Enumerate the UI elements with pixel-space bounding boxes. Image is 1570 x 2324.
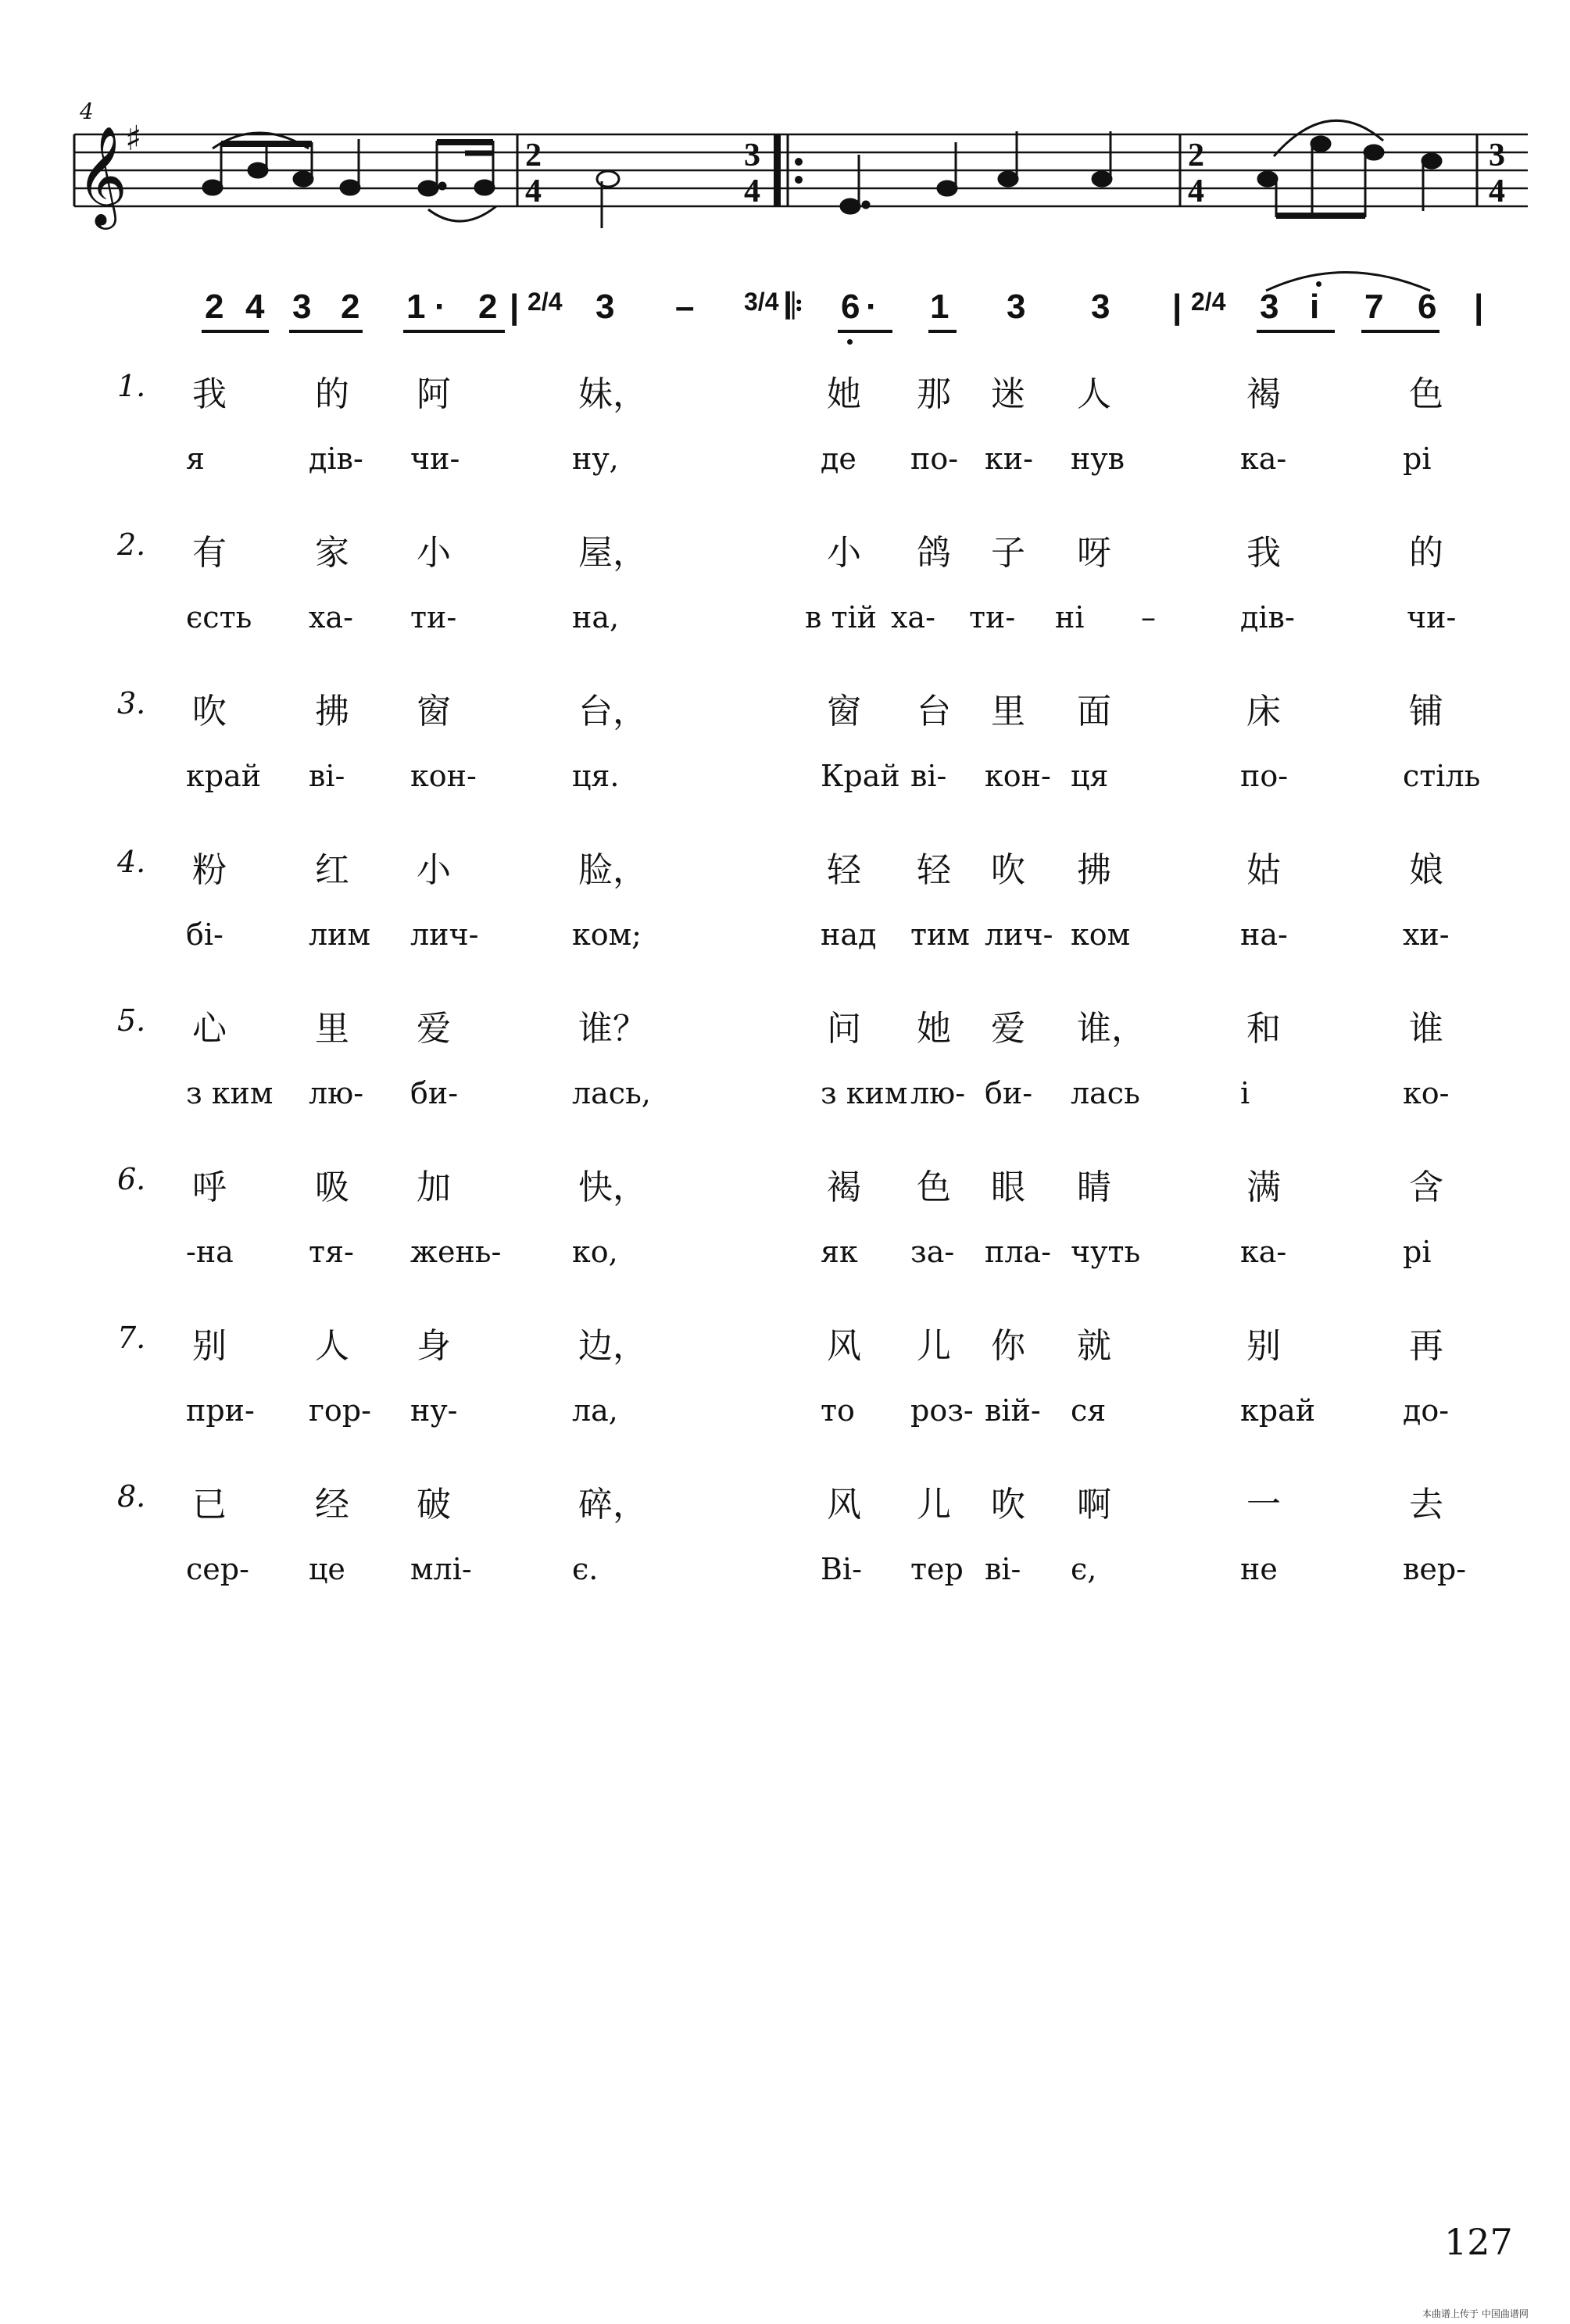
ukrainian-lyric-syllable: з ким (186, 1076, 274, 1110)
chinese-lyric-syllable: 爱 (417, 1009, 451, 1049)
chinese-lyric-syllable: 破 (417, 1485, 451, 1525)
ukrainian-lyric-syllable: в тій (805, 600, 877, 635)
ukrainian-lyric-syllable: по- (1240, 759, 1289, 793)
time-sig-2-4-b: 2 (1188, 138, 1204, 173)
chinese-lyric-syllable: 别 (192, 1326, 227, 1366)
chinese-lyric-syllable: 爱 (991, 1009, 1025, 1049)
jianpu-time-signature: 2/4 (1191, 288, 1226, 316)
jianpu-note: 1 (930, 288, 950, 326)
chinese-lyric-syllable: 阿 (417, 374, 451, 414)
time-sig-3-4-a: 3 (744, 138, 760, 173)
ukrainian-lyric-syllable: ко- (1403, 1076, 1450, 1110)
ukrainian-lyric-syllable: ві- (910, 759, 947, 793)
chinese-lyric-syllable: 已 (192, 1485, 227, 1525)
jianpu-time-signature: 3/4 (744, 288, 779, 316)
chinese-lyric-syllable: 就 (1077, 1326, 1111, 1366)
chinese-lyric-syllable: 里 (315, 1009, 349, 1049)
chinese-lyric-syllable: 心 (192, 1009, 227, 1049)
ukrainian-lyric-syllable: лич- (410, 917, 479, 952)
ukrainian-lyric-syllable: кон- (985, 759, 1051, 793)
ukrainian-lyric-syllable: Край (821, 759, 900, 793)
chinese-lyric-syllable: 再 (1409, 1326, 1443, 1366)
verse-number: 1. (117, 369, 146, 403)
ukrainian-lyric-syllable: ка- (1240, 1235, 1287, 1269)
jianpu-note: 3 (595, 288, 615, 326)
page-number: 127 (1444, 2221, 1513, 2263)
chinese-lyric-syllable: 谁， (1077, 1009, 1146, 1049)
note (938, 181, 957, 195)
chinese-lyric-syllable: 小 (417, 850, 451, 890)
chinese-lyric-syllable: 我 (1246, 533, 1281, 573)
ukrainian-lyric-syllable: дів- (309, 442, 363, 476)
note (475, 181, 494, 195)
jianpu-slur (0, 250, 1570, 297)
chinese-lyric-syllable: 风 (827, 1485, 861, 1525)
ukrainian-lyric-syllable: лю- (910, 1076, 966, 1110)
chinese-lyric-syllable: 儿 (917, 1326, 951, 1366)
chinese-lyric-syllable: 鸽 (917, 533, 951, 573)
chinese-lyric-syllable: 你 (991, 1326, 1025, 1366)
chinese-lyric-syllable: 吹 (192, 692, 227, 731)
chinese-lyric-syllable: 色 (1409, 374, 1443, 414)
ukrainian-lyric-syllable: лась, (572, 1076, 651, 1110)
jianpu-barline: | (1172, 288, 1182, 326)
ukrainian-lyric-syllable: по- (910, 442, 959, 476)
verse-number: 4. (117, 845, 146, 879)
verse-number: 7. (117, 1321, 146, 1355)
chinese-lyric-syllable: 拂 (1077, 850, 1111, 890)
jianpu-note: 6 (841, 288, 860, 326)
ukrainian-lyric-syllable: ну- (410, 1393, 458, 1428)
chinese-lyric-syllable: 人 (315, 1326, 349, 1366)
chinese-lyric-syllable: 姑 (1246, 850, 1281, 890)
ukrainian-lyric-syllable: при- (186, 1393, 255, 1428)
note (1093, 172, 1111, 186)
chinese-lyric-syllable: 她 (827, 374, 861, 414)
ukrainian-lyric-syllable: як (821, 1235, 858, 1269)
chinese-lyric-syllable: 边， (578, 1326, 647, 1366)
jianpu-barline: | (510, 288, 520, 326)
jianpu-repeat: 𝄆 (786, 288, 803, 326)
ukrainian-lyric-syllable: ти- (410, 600, 457, 635)
chinese-lyric-syllable: 红 (315, 850, 349, 890)
ukrainian-lyric-syllable: Ві- (821, 1552, 862, 1586)
chinese-lyric-syllable: 风 (827, 1326, 861, 1366)
chinese-lyric-syllable: 褐 (1246, 374, 1281, 414)
chinese-lyric-syllable: 窗 (827, 692, 861, 731)
svg-text:4: 4 (525, 173, 542, 209)
jianpu-note: 3 (1260, 288, 1279, 326)
chinese-lyric-syllable: 色 (917, 1167, 951, 1207)
ukrainian-lyric-syllable: край (186, 759, 262, 793)
chinese-lyric-syllable: 人 (1077, 374, 1111, 414)
jianpu-dash: – (675, 288, 695, 326)
ukrainian-lyric-syllable: кон- (410, 759, 477, 793)
chinese-lyric-syllable: 呀 (1077, 533, 1111, 573)
chinese-lyric-syllable: 吸 (315, 1167, 349, 1207)
chinese-lyric-syllable: 娘 (1409, 850, 1443, 890)
ukrainian-lyric-syllable: ка- (1240, 442, 1287, 476)
chinese-lyric-syllable: 台 (917, 692, 951, 731)
note (1364, 145, 1383, 159)
ukrainian-lyric-syllable: ха- (309, 600, 353, 635)
note (1311, 137, 1330, 151)
note (203, 181, 222, 195)
ukrainian-lyric-syllable: рі (1403, 442, 1432, 476)
ukrainian-lyric-syllable: лич- (985, 917, 1053, 952)
ukrainian-lyric-syllable: лим (309, 917, 371, 952)
chinese-lyric-syllable: 轻 (917, 850, 951, 890)
note (294, 172, 313, 186)
ukrainian-lyric-syllable: ко, (572, 1235, 618, 1269)
ukrainian-lyric-syllable: рі (1403, 1235, 1432, 1269)
ukrainian-lyric-syllable: то (821, 1393, 855, 1428)
chinese-lyric-syllable: 床 (1246, 692, 1281, 731)
ukrainian-lyric-syllable: тя- (309, 1235, 354, 1269)
chinese-lyric-syllable: 吹 (991, 850, 1025, 890)
ukrainian-lyric-syllable: вій- (985, 1393, 1041, 1428)
jianpu-note: 7 (1364, 288, 1384, 326)
chinese-lyric-syllable: 的 (315, 374, 349, 414)
jianpu-note: 2 (205, 288, 224, 326)
ukrainian-lyric-syllable: з ким (821, 1076, 908, 1110)
ukrainian-lyric-syllable: ха- (891, 600, 935, 635)
chinese-lyric-syllable: 啊 (1077, 1485, 1111, 1525)
svg-text:4: 4 (744, 173, 760, 209)
note (249, 163, 267, 177)
ukrainian-lyric-syllable: ки- (985, 442, 1033, 476)
ukrainian-lyric-syllable: є. (572, 1552, 599, 1586)
chinese-lyric-syllable: 我 (192, 374, 227, 414)
chinese-lyric-syllable: 小 (417, 533, 451, 573)
ukrainian-lyric-syllable: нув (1071, 442, 1125, 476)
half-note (597, 171, 619, 187)
chinese-lyric-syllable: 小 (827, 533, 861, 573)
ukrainian-lyric-syllable: лю- (309, 1076, 364, 1110)
jianpu-barline: | (1474, 288, 1484, 326)
ukrainian-lyric-syllable: вер- (1403, 1552, 1467, 1586)
ukrainian-lyric-syllable: ві- (985, 1552, 1021, 1586)
ukrainian-lyric-syllable: єсть (186, 600, 252, 635)
ukrainian-lyric-syllable: ся (1071, 1393, 1107, 1428)
chinese-lyric-syllable: 和 (1246, 1009, 1281, 1049)
chinese-lyric-syllable: 身 (417, 1326, 451, 1366)
jianpu-note: 2 (478, 288, 498, 326)
ukrainian-lyric-syllable: за- (910, 1235, 955, 1269)
ukrainian-lyric-syllable: хи- (1403, 917, 1450, 952)
note (1258, 172, 1277, 186)
verse-number: 2. (117, 527, 146, 562)
jianpu-note: 4 (245, 288, 265, 326)
jianpu-note: 3 (292, 288, 312, 326)
note (341, 181, 359, 195)
ukrainian-lyric-syllable: чи- (1407, 600, 1457, 635)
chinese-lyric-syllable: 屋， (578, 533, 647, 573)
ukrainian-lyric-syllable: де (821, 442, 857, 476)
chinese-lyric-syllable: 家 (315, 533, 349, 573)
ukrainian-lyric-syllable: до- (1403, 1393, 1450, 1428)
jianpu-note: i (1310, 288, 1320, 326)
chinese-lyric-syllable: 面 (1077, 692, 1111, 731)
chinese-lyric-syllable: 睛 (1077, 1167, 1111, 1207)
ukrainian-lyric-syllable: на- (1240, 917, 1288, 952)
chinese-lyric-syllable: 褐 (827, 1167, 861, 1207)
chinese-lyric-syllable: 拂 (315, 692, 349, 731)
ukrainian-lyric-syllable: ком; (572, 917, 642, 952)
ukrainian-lyric-syllable: млі- (410, 1552, 472, 1586)
jianpu-note: 3 (1007, 288, 1026, 326)
ukrainian-lyric-syllable: ком (1071, 917, 1131, 952)
chinese-lyric-syllable: 谁 (1409, 1009, 1443, 1049)
chinese-lyric-syllable: 别 (1246, 1326, 1281, 1366)
chinese-lyric-syllable: 里 (991, 692, 1025, 731)
chinese-lyric-syllable: 满 (1246, 1167, 1281, 1207)
ukrainian-lyric-syllable: ві- (309, 759, 345, 793)
ukrainian-lyric-syllable: стіль (1403, 759, 1481, 793)
chinese-lyric-syllable: 一 (1246, 1485, 1281, 1525)
chinese-lyric-syllable: 加 (417, 1167, 451, 1207)
ukrainian-lyric-syllable: не (1240, 1552, 1278, 1586)
ukrainian-lyric-syllable: і (1240, 1076, 1250, 1110)
ukrainian-lyric-syllable: чуть (1071, 1235, 1141, 1269)
chinese-lyric-syllable: 快， (578, 1167, 647, 1207)
ukrainian-lyric-syllable: ти- (969, 600, 1016, 635)
ukrainian-lyric-syllable: -на (186, 1235, 234, 1269)
sharp-key-signature: ♯ (125, 119, 142, 159)
ukrainian-lyric-syllable: ця (1071, 759, 1109, 793)
chinese-lyric-syllable: 台， (578, 692, 647, 731)
note (999, 172, 1017, 186)
ukrainian-lyric-syllable: на, (572, 600, 620, 635)
ukrainian-lyric-syllable: ця. (572, 759, 620, 793)
ukrainian-lyric-syllable: роз- (910, 1393, 974, 1428)
chinese-lyric-syllable: 呼 (192, 1167, 227, 1207)
jianpu-dot: · (866, 288, 878, 326)
ukrainian-lyric-syllable: пла- (985, 1235, 1051, 1269)
chinese-lyric-syllable: 铺 (1409, 692, 1443, 731)
time-sig-3-4-b: 3 (1489, 138, 1505, 173)
chinese-lyric-syllable: 的 (1409, 533, 1443, 573)
chinese-lyric-syllable: 妹， (578, 374, 647, 414)
staff-notation (0, 0, 1570, 274)
ukrainian-lyric-syllable: це (309, 1552, 345, 1586)
ukrainian-lyric-syllable: я (186, 442, 205, 476)
jianpu-note: 6 (1418, 288, 1437, 326)
chinese-lyric-syllable: 碎， (578, 1485, 647, 1525)
chinese-lyric-syllable: 迷 (991, 374, 1025, 414)
time-sig-2-4-a: 2 (525, 138, 542, 173)
ukrainian-lyric-syllable: жень- (410, 1235, 502, 1269)
chinese-lyric-syllable: 吹 (991, 1485, 1025, 1525)
chinese-lyric-syllable: 去 (1409, 1485, 1443, 1525)
chinese-lyric-syllable: 轻 (827, 850, 861, 890)
note (841, 199, 860, 213)
chinese-lyric-syllable: 含 (1409, 1167, 1443, 1207)
chinese-lyric-syllable: 子 (991, 533, 1025, 573)
ukrainian-lyric-syllable: – (1141, 600, 1156, 635)
note (1422, 154, 1441, 168)
chinese-lyric-syllable: 那 (917, 374, 951, 414)
chinese-lyric-syllable: 粉 (192, 850, 227, 890)
verse-number: 8. (117, 1479, 146, 1514)
chinese-lyric-syllable: 有 (192, 533, 227, 573)
ukrainian-lyric-syllable: би- (985, 1076, 1033, 1110)
verse-number: 6. (117, 1162, 146, 1196)
ukrainian-lyric-syllable: ла, (572, 1393, 618, 1428)
ukrainian-lyric-syllable: сер- (186, 1552, 249, 1586)
ukrainian-lyric-syllable: є, (1071, 1552, 1097, 1586)
chinese-lyric-syllable: 窗 (417, 692, 451, 731)
chinese-lyric-syllable: 她 (917, 1009, 951, 1049)
ukrainian-lyric-syllable: тим (910, 917, 970, 952)
ukrainian-lyric-syllable: ні (1055, 600, 1085, 635)
ukrainian-lyric-syllable: над (821, 917, 877, 952)
ukrainian-lyric-syllable: ну, (572, 442, 619, 476)
jianpu-dot: · (435, 288, 446, 326)
note (419, 181, 438, 195)
chinese-lyric-syllable: 脸， (578, 850, 647, 890)
ukrainian-lyric-syllable: дів- (1240, 600, 1295, 635)
svg-text:4: 4 (1489, 173, 1505, 209)
verse-number: 3. (117, 686, 146, 720)
chinese-lyric-syllable: 问 (827, 1009, 861, 1049)
ukrainian-lyric-syllable: гор- (309, 1393, 371, 1428)
ukrainian-lyric-syllable: би- (410, 1076, 459, 1110)
treble-clef: 𝄞 (77, 125, 128, 225)
jianpu-note: 1 (406, 288, 426, 326)
jianpu-note: 3 (1091, 288, 1110, 326)
ukrainian-lyric-syllable: край (1240, 1393, 1316, 1428)
ukrainian-lyric-syllable: бі- (186, 917, 224, 952)
ukrainian-lyric-syllable: тер (910, 1552, 964, 1586)
ukrainian-lyric-syllable: лась (1071, 1076, 1140, 1110)
jianpu-note: 2 (341, 288, 360, 326)
footer-credit: 本曲谱上传于 中国曲谱网 (1422, 2308, 1529, 2319)
chinese-lyric-syllable: 经 (315, 1485, 349, 1525)
svg-text:4: 4 (1188, 173, 1204, 209)
chinese-lyric-syllable: 眼 (991, 1167, 1025, 1207)
jianpu-time-signature: 2/4 (528, 288, 563, 316)
chinese-lyric-syllable: 儿 (917, 1485, 951, 1525)
verse-number: 5. (117, 1003, 146, 1038)
chinese-lyric-syllable: 谁？ (578, 1009, 647, 1049)
measure-number: 4 (80, 98, 94, 124)
ukrainian-lyric-syllable: чи- (410, 442, 460, 476)
